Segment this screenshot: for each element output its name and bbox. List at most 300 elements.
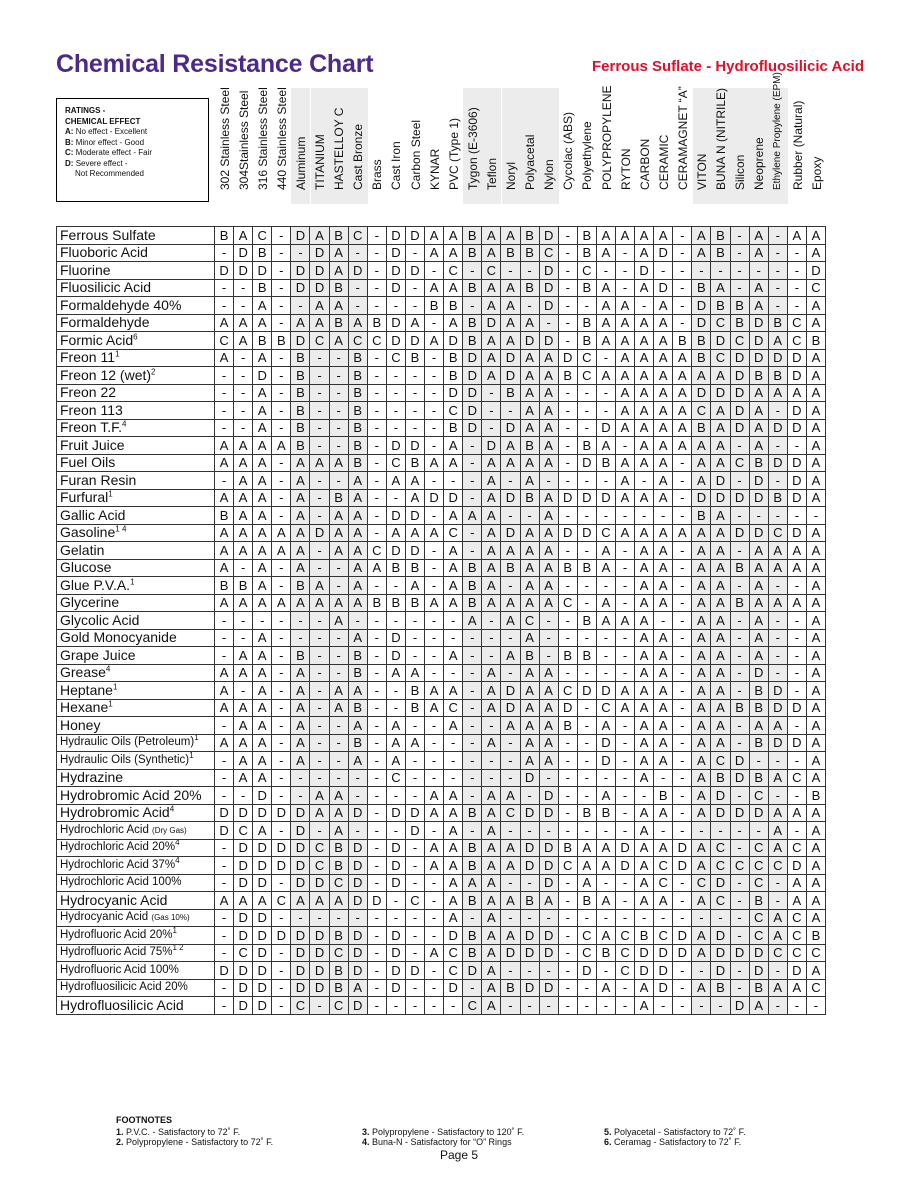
rating-cell: - <box>577 594 596 612</box>
rating-cell: A <box>711 454 730 472</box>
rating-cell: A <box>635 804 654 822</box>
rating-cell: - <box>558 542 577 560</box>
table-row <box>57 384 826 402</box>
rating-cell: A <box>215 454 234 472</box>
table-row <box>57 647 826 665</box>
rating-cell: A <box>635 244 654 262</box>
rating-cell: D <box>787 472 806 490</box>
rating-cell: A <box>711 402 730 420</box>
rating-cell: D <box>635 944 654 962</box>
chemical-name: Hydrofluoric Acid 100% <box>57 962 215 980</box>
table-row <box>57 699 826 717</box>
rating-cell: D <box>577 489 596 507</box>
rating-cell: A <box>596 279 615 297</box>
rating-cell: B <box>596 804 615 822</box>
rating-cell: A <box>806 402 825 420</box>
rating-cell: - <box>463 822 482 840</box>
rating-cell: - <box>367 997 386 1015</box>
rating-cell: A <box>348 489 367 507</box>
rating-cell: - <box>768 962 787 980</box>
rating-cell: - <box>367 909 386 927</box>
rating-cell: D <box>711 384 730 402</box>
rating-cell: B <box>215 507 234 525</box>
rating-cell: - <box>367 507 386 525</box>
rating-cell: D <box>234 979 253 997</box>
rating-cell: A <box>520 542 539 560</box>
rating-cell: D <box>539 279 558 297</box>
rating-cell: D <box>291 857 310 875</box>
rating-cell: - <box>367 524 386 542</box>
rating-cell: D <box>711 332 730 350</box>
rating-cell: D <box>787 962 806 980</box>
footnote-6: 6. Ceramag - Satisfactory to 72˚ F. <box>604 1137 742 1147</box>
rating-cell: - <box>730 682 749 700</box>
rating-cell: D <box>539 839 558 857</box>
rating-cell: - <box>272 472 291 490</box>
rating-cell: A <box>253 892 272 910</box>
rating-cell: - <box>405 402 424 420</box>
rating-cell: - <box>482 717 501 735</box>
rating-cell: A <box>806 297 825 315</box>
rating-cell: A <box>768 717 787 735</box>
rating-cell: A <box>635 892 654 910</box>
rating-cell: B <box>405 594 424 612</box>
rating-cell: - <box>272 227 291 245</box>
rating-cell: - <box>463 629 482 647</box>
rating-cell: - <box>539 314 558 332</box>
rating-cell: A <box>787 227 806 245</box>
rating-cell: C <box>787 332 806 350</box>
rating-cell: B <box>425 297 444 315</box>
rating-cell: A <box>482 892 501 910</box>
rating-cell: - <box>310 997 329 1015</box>
rating-cell: D <box>787 349 806 367</box>
rating-cell: D <box>348 857 367 875</box>
rating-cell: A <box>520 384 539 402</box>
rating-cell: - <box>215 857 234 875</box>
rating-cell: D <box>234 962 253 980</box>
rating-cell: - <box>463 699 482 717</box>
rating-cell: B <box>501 559 520 577</box>
rating-cell: B <box>463 244 482 262</box>
rating-cell: D <box>730 524 749 542</box>
chemical-name: Hydrochloric Acid 100% <box>57 874 215 892</box>
rating-cell: - <box>558 664 577 682</box>
rating-cell: B <box>577 314 596 332</box>
rating-cell: B <box>711 297 730 315</box>
rating-cell: - <box>501 472 520 490</box>
rating-cell: - <box>272 297 291 315</box>
rating-cell: A <box>444 822 463 840</box>
rating-cell: D <box>539 297 558 315</box>
rating-cell: B <box>272 332 291 350</box>
rating-cell: C <box>234 944 253 962</box>
rating-cell: - <box>596 507 615 525</box>
rating-cell: - <box>291 787 310 805</box>
table-row <box>57 717 826 735</box>
rating-cell: A <box>405 314 424 332</box>
rating-cell: B <box>291 647 310 665</box>
rating-cell: - <box>234 787 253 805</box>
rating-cell: A <box>692 787 711 805</box>
rating-cell: A <box>310 227 329 245</box>
rating-cell: - <box>577 717 596 735</box>
rating-cell: A <box>539 384 558 402</box>
rating-cell: - <box>596 262 615 280</box>
rating-cell: - <box>654 909 673 927</box>
rating-cell: B <box>367 594 386 612</box>
rating-cell: A <box>596 892 615 910</box>
rating-cell: - <box>234 367 253 385</box>
rating-cell: A <box>444 437 463 455</box>
rating-cell: D <box>749 349 768 367</box>
rating-cell: D <box>730 384 749 402</box>
rating-cell: - <box>501 629 520 647</box>
chemical-name: Gasoline$^{1 4}$ <box>57 524 215 542</box>
rating-cell: - <box>272 402 291 420</box>
rating-cell: - <box>596 472 615 490</box>
rating-cell: - <box>615 892 634 910</box>
rating-cell: D <box>234 909 253 927</box>
rating-cell: - <box>482 402 501 420</box>
rating-cell: D <box>520 804 539 822</box>
rating-cell: - <box>367 472 386 490</box>
rating-cell: C <box>749 857 768 875</box>
rating-cell: - <box>730 279 749 297</box>
rating-cell: - <box>501 752 520 770</box>
rating-cell: - <box>367 647 386 665</box>
rating-cell: A <box>692 629 711 647</box>
rating-cell: A <box>635 682 654 700</box>
rating-cell: B <box>444 297 463 315</box>
rating-cell: A <box>787 559 806 577</box>
rating-cell: A <box>539 559 558 577</box>
rating-cell: A <box>329 244 348 262</box>
rating-cell: B <box>329 279 348 297</box>
rating-cell: - <box>463 787 482 805</box>
rating-cell: - <box>768 664 787 682</box>
rating-cell: - <box>234 384 253 402</box>
rating-cell: - <box>730 227 749 245</box>
rating-cell: C <box>615 962 634 980</box>
table-row <box>57 962 826 980</box>
rating-cell: - <box>768 279 787 297</box>
rating-cell: B <box>730 559 749 577</box>
rating-cell: - <box>520 962 539 980</box>
rating-cell: - <box>386 909 405 927</box>
rating-cell: - <box>673 699 692 717</box>
rating-cell: D <box>539 262 558 280</box>
rating-cell: A <box>768 927 787 945</box>
table-row <box>57 752 826 770</box>
rating-cell: A <box>520 367 539 385</box>
rating-cell: A <box>692 542 711 560</box>
rating-cell: A <box>520 524 539 542</box>
rating-cell: A <box>654 437 673 455</box>
rating-cell: A <box>539 752 558 770</box>
rating-cell: A <box>329 787 348 805</box>
rating-cell: C <box>444 402 463 420</box>
rating-cell: A <box>806 962 825 980</box>
rating-cell: B <box>577 279 596 297</box>
column-header: Cast Iron <box>389 141 404 190</box>
rating-cell: D <box>501 699 520 717</box>
rating-cell: D <box>749 804 768 822</box>
rating-cell: - <box>425 437 444 455</box>
rating-cell: A <box>711 717 730 735</box>
chemical-name: Hydrochloric Acid 37%$^4$ <box>57 857 215 875</box>
rating-cell: A <box>787 384 806 402</box>
rating-cell: A <box>654 717 673 735</box>
rating-cell: A <box>329 612 348 630</box>
rating-cell: D <box>234 804 253 822</box>
rating-cell: - <box>329 402 348 420</box>
rating-cell: - <box>272 822 291 840</box>
rating-cell: - <box>215 787 234 805</box>
table-row <box>57 437 826 455</box>
rating-cell: A <box>806 594 825 612</box>
rating-cell: A <box>501 594 520 612</box>
rating-cell: A <box>749 402 768 420</box>
rating-cell: A <box>253 454 272 472</box>
rating-cell: - <box>367 822 386 840</box>
rating-cell: - <box>730 542 749 560</box>
rating-cell: - <box>749 507 768 525</box>
rating-cell: B <box>329 489 348 507</box>
rating-cell: - <box>215 874 234 892</box>
rating-cell: - <box>367 682 386 700</box>
rating-cell: A <box>215 542 234 560</box>
rating-cell: - <box>367 979 386 997</box>
rating-cell: A <box>425 227 444 245</box>
rating-cell: C <box>787 839 806 857</box>
rating-cell: A <box>482 507 501 525</box>
rating-cell: D <box>520 944 539 962</box>
rating-cell: A <box>501 437 520 455</box>
rating-cell: - <box>673 874 692 892</box>
legend-a: A: No effect - Excellent <box>65 127 148 136</box>
rating-cell: A <box>405 664 424 682</box>
rating-cell: - <box>463 437 482 455</box>
rating-cell: A <box>386 752 405 770</box>
rating-cell: D <box>520 927 539 945</box>
column-header: Carbon Steel <box>408 119 423 190</box>
rating-cell: A <box>635 542 654 560</box>
rating-cell: - <box>386 682 405 700</box>
rating-cell: - <box>577 542 596 560</box>
rating-cell: A <box>749 629 768 647</box>
rating-cell: C <box>482 262 501 280</box>
rating-cell: B <box>215 577 234 595</box>
rating-cell: D <box>711 944 730 962</box>
chemical-name: Honey <box>57 717 215 735</box>
rating-cell: - <box>501 507 520 525</box>
rating-cell: A <box>654 577 673 595</box>
rating-cell: D <box>444 332 463 350</box>
resistance-table <box>56 226 826 1015</box>
column-header: Epoxy <box>809 156 824 190</box>
rating-cell: A <box>768 979 787 997</box>
rating-cell: A <box>329 332 348 350</box>
rating-cell: B <box>348 699 367 717</box>
rating-cell: C <box>367 542 386 560</box>
table-row <box>57 349 826 367</box>
rating-cell: - <box>329 629 348 647</box>
rating-cell: A <box>253 769 272 787</box>
rating-cell: - <box>692 997 711 1015</box>
rating-cell: A <box>692 227 711 245</box>
rating-cell: - <box>539 962 558 980</box>
rating-cell: C <box>577 944 596 962</box>
rating-cell: B <box>367 314 386 332</box>
rating-cell: A <box>635 332 654 350</box>
rating-cell: - <box>787 262 806 280</box>
rating-cell: - <box>386 822 405 840</box>
rating-cell: - <box>463 752 482 770</box>
rating-cell: - <box>234 682 253 700</box>
rating-cell: A <box>482 927 501 945</box>
rating-cell: A <box>329 454 348 472</box>
rating-cell: D <box>501 349 520 367</box>
rating-cell: - <box>272 944 291 962</box>
rating-cell: B <box>577 892 596 910</box>
chemical-name: Fuel Oils <box>57 454 215 472</box>
rating-cell: - <box>463 979 482 997</box>
rating-cell: B <box>463 227 482 245</box>
rating-cell: D <box>310 962 329 980</box>
rating-cell: A <box>234 542 253 560</box>
rating-cell: - <box>310 664 329 682</box>
rating-cell: - <box>405 384 424 402</box>
rating-cell: A <box>635 559 654 577</box>
rating-cell: - <box>558 927 577 945</box>
rating-cell: D <box>348 262 367 280</box>
rating-cell: - <box>558 944 577 962</box>
chemical-name: Hydrobromic Acid 20% <box>57 787 215 805</box>
rating-cell: A <box>692 944 711 962</box>
rating-cell: - <box>768 244 787 262</box>
rating-cell: A <box>482 734 501 752</box>
table-row <box>57 874 826 892</box>
rating-cell: - <box>501 577 520 595</box>
rating-cell: - <box>520 787 539 805</box>
rating-cell: C <box>711 752 730 770</box>
rating-cell: A <box>482 279 501 297</box>
rating-cell: A <box>806 524 825 542</box>
rating-cell: D <box>787 367 806 385</box>
rating-cell: D <box>386 314 405 332</box>
rating-cell: C <box>692 402 711 420</box>
legend-d-cont: Not Recommended <box>75 169 144 178</box>
rating-cell: A <box>329 892 348 910</box>
column-header: Cast Bronze <box>349 88 368 204</box>
rating-cell: A <box>234 524 253 542</box>
rating-cell: A <box>654 804 673 822</box>
rating-cell: C <box>272 892 291 910</box>
rating-cell: D <box>539 804 558 822</box>
rating-cell: - <box>558 734 577 752</box>
rating-cell: D <box>730 489 749 507</box>
rating-cell: A <box>654 542 673 560</box>
rating-cell: - <box>405 717 424 735</box>
rating-cell: A <box>234 717 253 735</box>
rating-cell: A <box>234 507 253 525</box>
rating-cell: D <box>386 227 405 245</box>
rating-cell: B <box>329 227 348 245</box>
rating-cell: D <box>291 822 310 840</box>
rating-cell: A <box>291 892 310 910</box>
chemical-name: Hydrofluosilicic Acid <box>57 997 215 1015</box>
rating-cell: A <box>635 629 654 647</box>
rating-cell: A <box>215 437 234 455</box>
rating-cell: - <box>310 472 329 490</box>
rating-cell: A <box>692 927 711 945</box>
rating-cell: A <box>310 577 329 595</box>
rating-cell: B <box>329 962 348 980</box>
rating-cell: D <box>291 279 310 297</box>
rating-cell: - <box>444 472 463 490</box>
rating-cell: - <box>730 979 749 997</box>
rating-cell: B <box>520 489 539 507</box>
rating-cell: D <box>577 962 596 980</box>
rating-cell: D <box>291 927 310 945</box>
rating-cell: - <box>558 419 577 437</box>
rating-cell: - <box>768 752 787 770</box>
rating-cell: B <box>329 314 348 332</box>
rating-cell: A <box>425 279 444 297</box>
rating-cell: - <box>234 402 253 420</box>
rating-cell: - <box>234 612 253 630</box>
rating-cell: - <box>749 752 768 770</box>
rating-cell: C <box>444 524 463 542</box>
rating-cell: - <box>463 682 482 700</box>
rating-cell: - <box>673 979 692 997</box>
rating-cell: A <box>692 752 711 770</box>
rating-cell: B <box>463 594 482 612</box>
rating-cell: - <box>482 612 501 630</box>
rating-cell: A <box>482 297 501 315</box>
rating-cell: - <box>787 577 806 595</box>
rating-cell: - <box>768 647 787 665</box>
rating-cell: - <box>215 279 234 297</box>
rating-cell: A <box>577 857 596 875</box>
footnote-1: 1. P.V.C. - Satisfactory to 72˚ F. <box>116 1127 241 1137</box>
rating-cell: C <box>367 332 386 350</box>
rating-cell: - <box>272 769 291 787</box>
rating-cell: - <box>730 822 749 840</box>
rating-cell: A <box>386 734 405 752</box>
rating-cell: - <box>444 629 463 647</box>
rating-cell: A <box>310 892 329 910</box>
rating-cell: A <box>520 577 539 595</box>
column-header: Neoprene <box>750 88 769 204</box>
legend-heading: RATINGS - <box>65 106 106 115</box>
table-row <box>57 892 826 910</box>
rating-cell: B <box>596 944 615 962</box>
rating-cell: D <box>234 997 253 1015</box>
rating-cell: A <box>482 524 501 542</box>
rating-cell: C <box>768 944 787 962</box>
rating-cell: - <box>730 437 749 455</box>
rating-cell: B <box>558 839 577 857</box>
rating-cell: D <box>291 874 310 892</box>
rating-cell: A <box>329 262 348 280</box>
rating-cell: - <box>405 909 424 927</box>
rating-cell: A <box>291 472 310 490</box>
rating-cell: A <box>386 472 405 490</box>
rating-cell: - <box>386 489 405 507</box>
rating-cell: B <box>749 682 768 700</box>
